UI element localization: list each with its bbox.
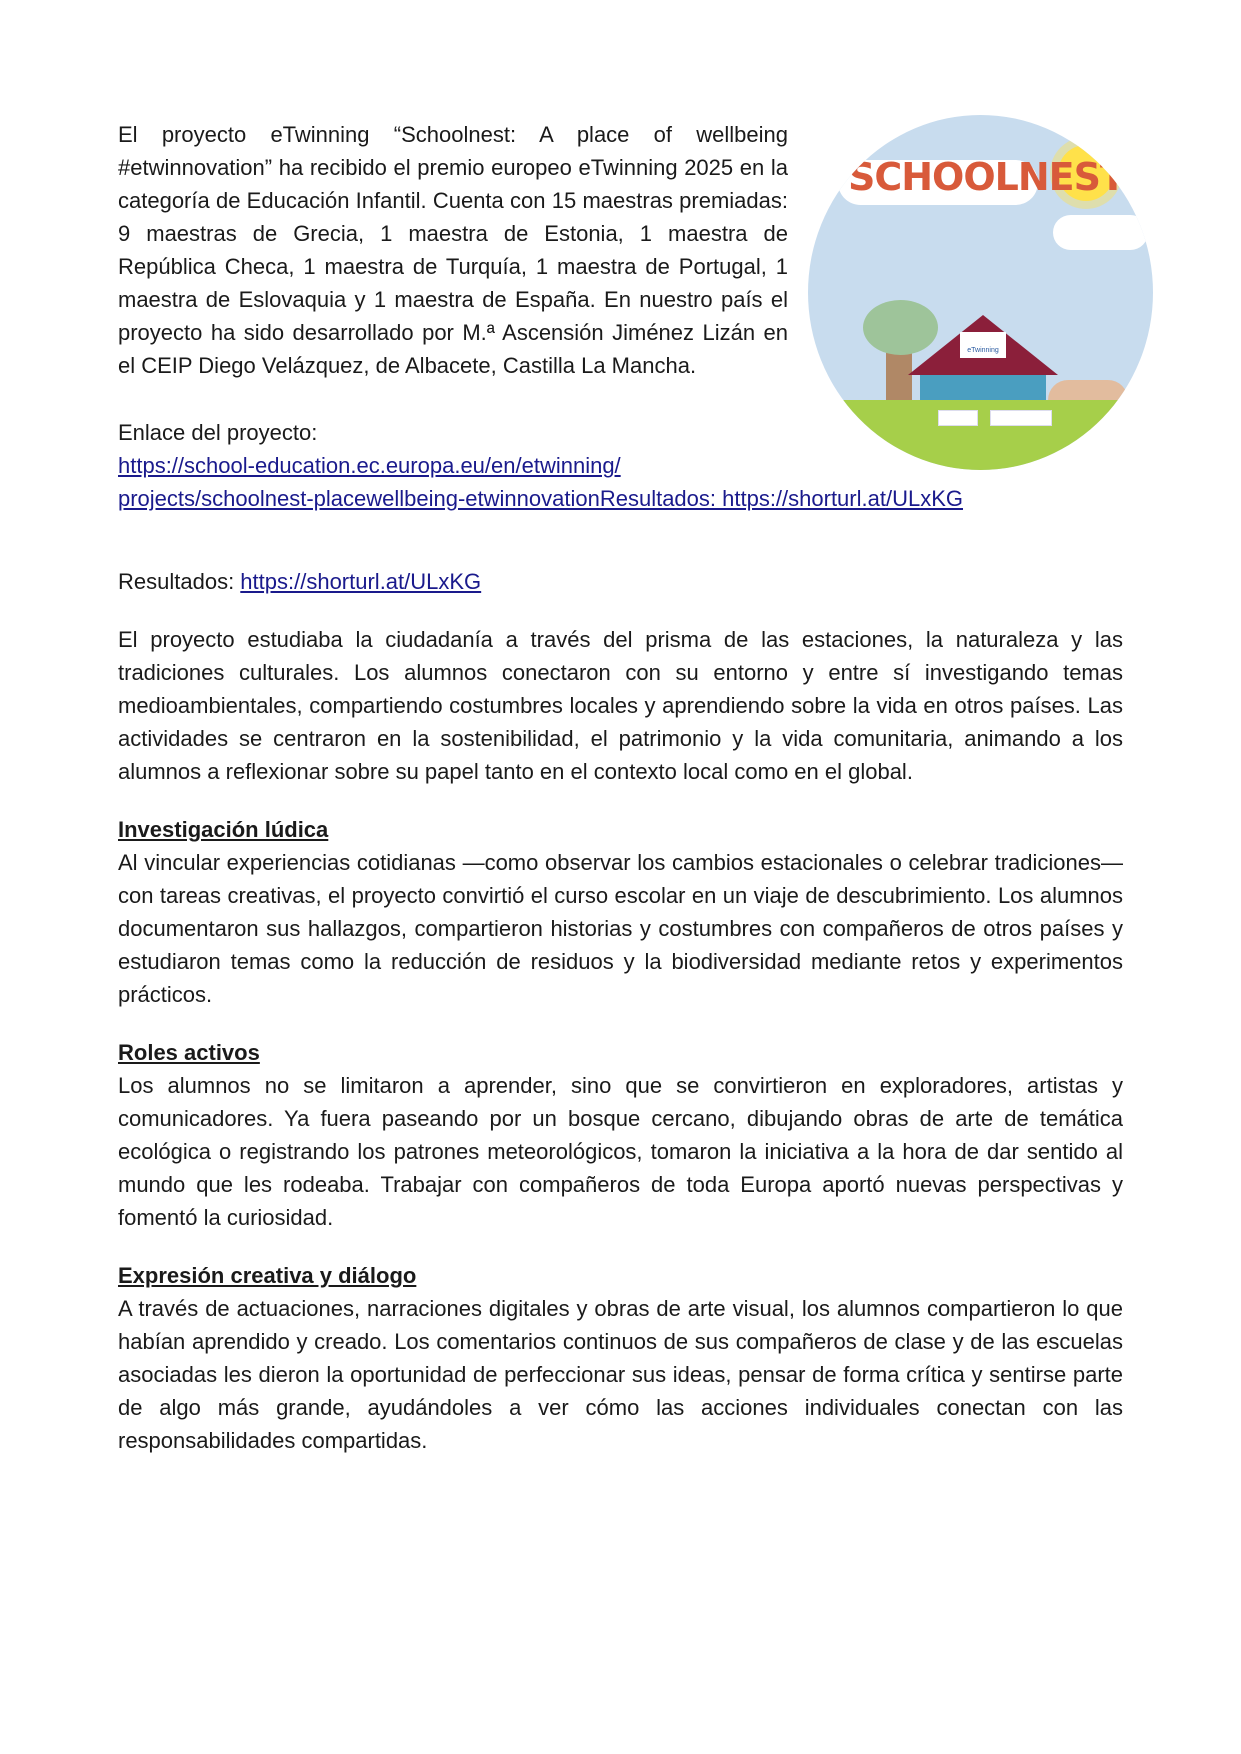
overview-paragraph: El proyecto estudiaba la ciudadanía a través del prisma de las estaciones, la naturaleza y las tradiciones culturales. Los alumnos conectaron con su entorno y entre sí investigando temas medioambientales, compartiendo costumbres locales y aprendiendo sobre la vida en otros países. Las actividades se centraron en la sostenibilidad, el patrimonio y la vida comunitaria, animando a los alumnos a reflexionar sobre su papel tanto en el contexto local como en el global. bbox=[118, 627, 1123, 784]
results-label: Resultados: bbox=[118, 569, 241, 594]
project-link-line2[interactable]: projects/schoolnest-placewellbeing-etwinnovationResultados: https://shorturl.at/ULxKG bbox=[118, 486, 963, 511]
section-heading: Roles activos bbox=[118, 1040, 260, 1065]
project-link-wrap bbox=[118, 449, 1123, 482]
project-link-label: Enlace del proyecto: bbox=[118, 420, 318, 445]
results-link[interactable]: https://shorturl.at/ULxKG bbox=[240, 569, 482, 594]
section-body: Al vincular experiencias cotidianas —como observar los cambios estacionales o celebrar tradiciones— con tareas creativas, el proyecto convirtió el curso escolar en un viaje de descubrimiento. Los alumnos documentaron sus hallazgos, compartieron historias y costumbres con compañeros de otros países y estudiaron temas como la reducción de residuos y la biodiversidad mediante retos y experimentos prácticos. bbox=[118, 850, 1123, 1007]
section-heading: Investigación lúdica bbox=[118, 817, 329, 842]
results-line bbox=[118, 565, 1123, 598]
section-body: Los alumnos no se limitaron a aprender, sino que se convirtieron en exploradores, artistas y comunicadores. Ya fuera paseando por un bosque cercano, dibujando obras de arte de temática ecológica o registrando los patrones meteorológicos, tomaron la iniciativa a la hora de dar sentido al mundo que les rodeaba. Trabajar con compañeros de toda Europa aportó nuevas perspectivas y fomentó la curiosidad. bbox=[118, 1073, 1123, 1230]
document-page bbox=[118, 118, 1123, 1457]
section-heading: Expresión creativa y diálogo bbox=[118, 1263, 417, 1288]
section-body: A través de actuaciones, narraciones digitales y obras de arte visual, los alumnos compartieron lo que habían aprendido y creado. Los comentarios continuos de sus compañeros de clase y de las escuelas asociadas les dieron la oportunidad de perfeccionar sus ideas, pensar de forma crítica y sentirse parte de algo más grande, ayudándoles a ver cómo las acciones individuales conectan con las responsabilidades compartidas. bbox=[118, 1296, 1123, 1453]
intro-paragraph: El proyecto eTwinning “Schoolnest: A place of wellbeing #etwinnovation” ha recibido el premio europeo eTwinning 2025 en la categoría de Educación Infantil. Cuenta con 15 maestras premiadas: 9 maestras de Grecia, 1 maestra de Estonia, 1 maestra de República Checa, 1 maestra de Turquía, 1 maestra de Portugal, 1 maestra de Eslovaquia y 1 maestra de España. En nuestro país el proyecto ha sido desarrollado por M.ª Ascensión Jiménez Lizán en el CEIP Diego Velázquez, de Albacete, Castilla La Mancha. bbox=[118, 122, 788, 378]
project-link-line1[interactable]: https://school-education.ec.europa.eu/en/etwinning/ bbox=[118, 453, 621, 478]
project-link-wrap bbox=[118, 482, 1123, 515]
etwinning-sign: eTwinning bbox=[960, 332, 1006, 358]
logo-title: SCHOOLNEST bbox=[848, 155, 1125, 199]
